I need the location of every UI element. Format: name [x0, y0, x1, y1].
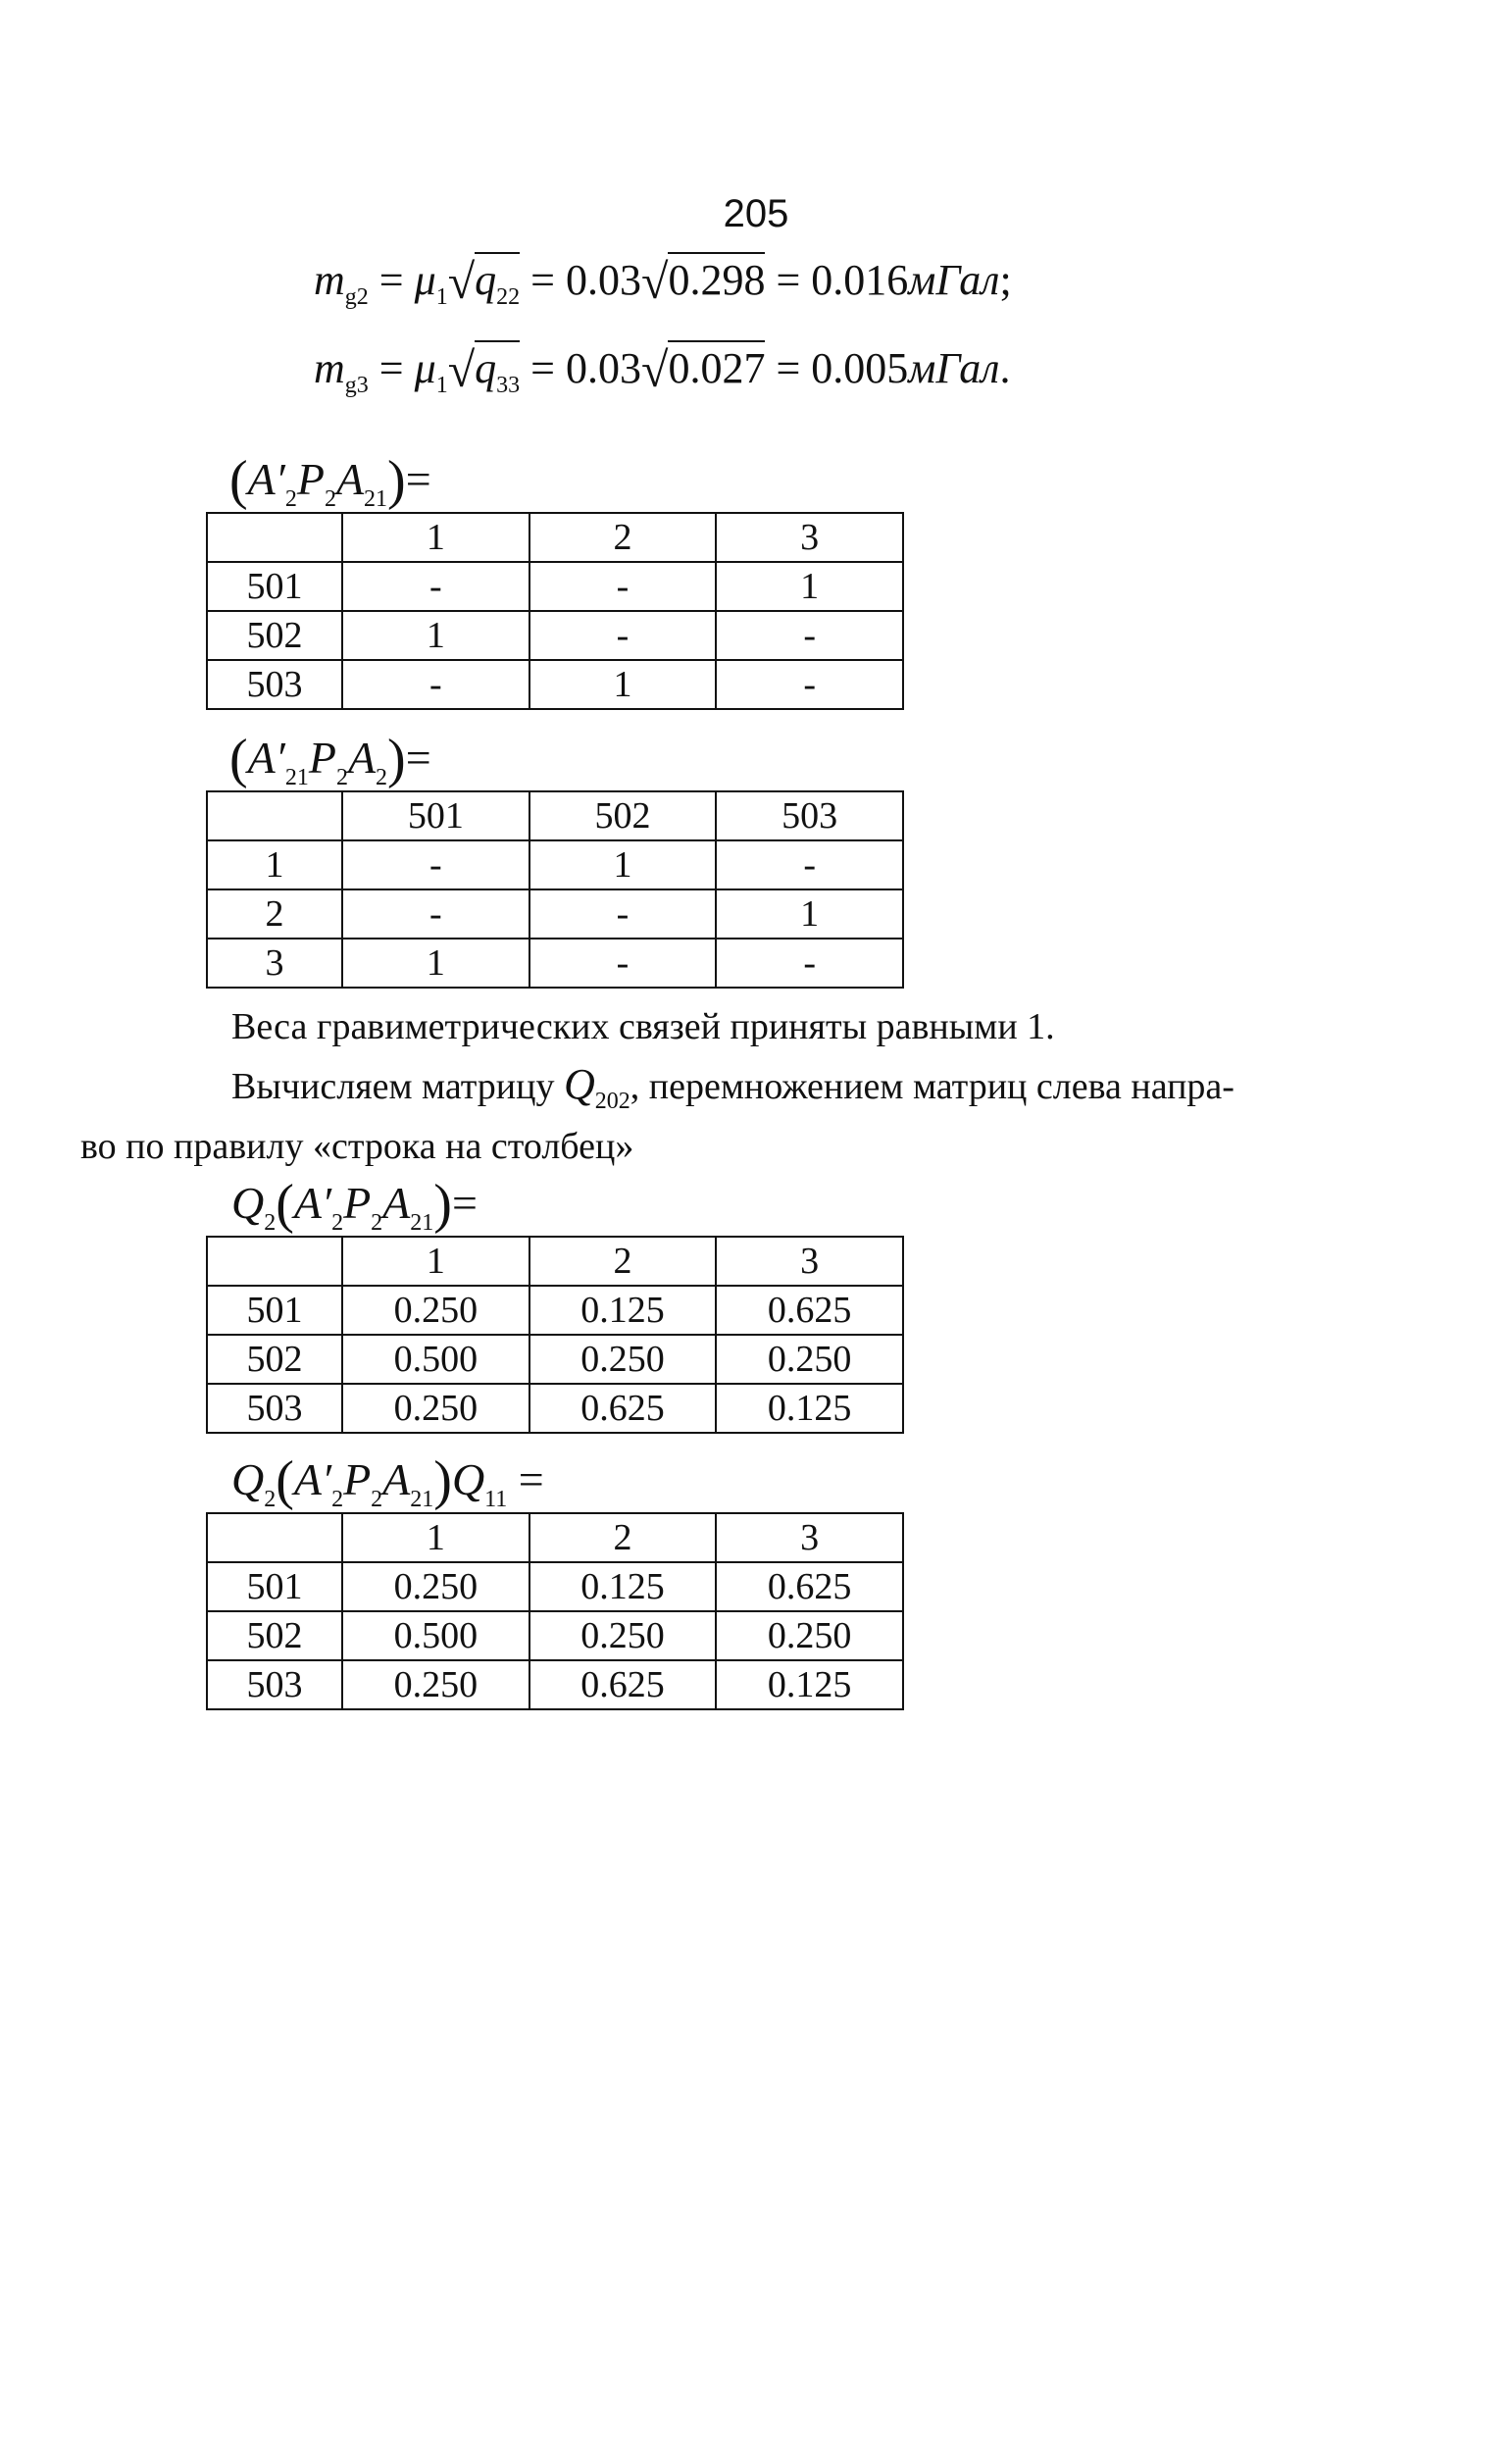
matrix-label-4: $Q_2(A'_2P_2A_{21})Q_{11}$ =	[231, 1450, 544, 1512]
matrix-table-2	[206, 790, 904, 989]
table-row: 502 0.500 0.250 0.250	[207, 1611, 903, 1660]
table-row: 501 - - 1	[207, 562, 903, 611]
table-row: 3 1 - -	[207, 939, 903, 988]
matrix-table-3	[206, 1236, 904, 1434]
table-row: 503 - 1 -	[207, 660, 903, 709]
table-row: 2 - - 1	[207, 889, 903, 939]
table-row: 502 1 - -	[207, 611, 903, 660]
table-row: 502 0.500 0.250 0.250	[207, 1335, 903, 1384]
table-row: 501 0.250 0.125 0.625	[207, 1562, 903, 1611]
table-header-row: 1 2 3	[207, 1237, 903, 1286]
table-header-row: 501 502 503	[207, 791, 903, 840]
table-row: 503 0.250 0.625 0.125	[207, 1384, 903, 1433]
table-header-row: 1 2 3	[207, 1513, 903, 1562]
formula-mg2: $m_{g2} = \mu_1√q_{22} = 0.03√0.298$ = 0.016мГал;	[314, 254, 1012, 310]
table-row: 501 0.250 0.125 0.625	[207, 1286, 903, 1335]
matrix-table-4	[206, 1512, 904, 1710]
matrix-label-2: $(A'_{21}P_2A_2)=$	[229, 729, 431, 790]
formula-mg3: $m_{g3} = \mu_1√q_{33} = 0.03√0.027$ = 0.005мГал.	[314, 342, 1011, 398]
compute-sentence-line2: во по правилу «строка на столбец»	[80, 1126, 634, 1167]
matrix-table-1	[206, 512, 904, 710]
table-row: 1 - 1 -	[207, 840, 903, 889]
compute-sentence-line1: Вычисляем матрицу $Q_{202}$, перемножением матриц слева напра-	[231, 1060, 1235, 1114]
matrix-label-1: $(A'_2P_2A_{21})=$	[229, 450, 431, 512]
weights-sentence: Веса гравиметрических связей приняты равными 1.	[231, 1006, 1055, 1047]
matrix-label-3: $Q_2(A'_2P_2A_{21})=$	[231, 1174, 478, 1236]
table-row: 503 0.250 0.625 0.125	[207, 1660, 903, 1709]
table-header-row: 1 2 3	[207, 513, 903, 562]
page-number: 205	[723, 192, 789, 235]
